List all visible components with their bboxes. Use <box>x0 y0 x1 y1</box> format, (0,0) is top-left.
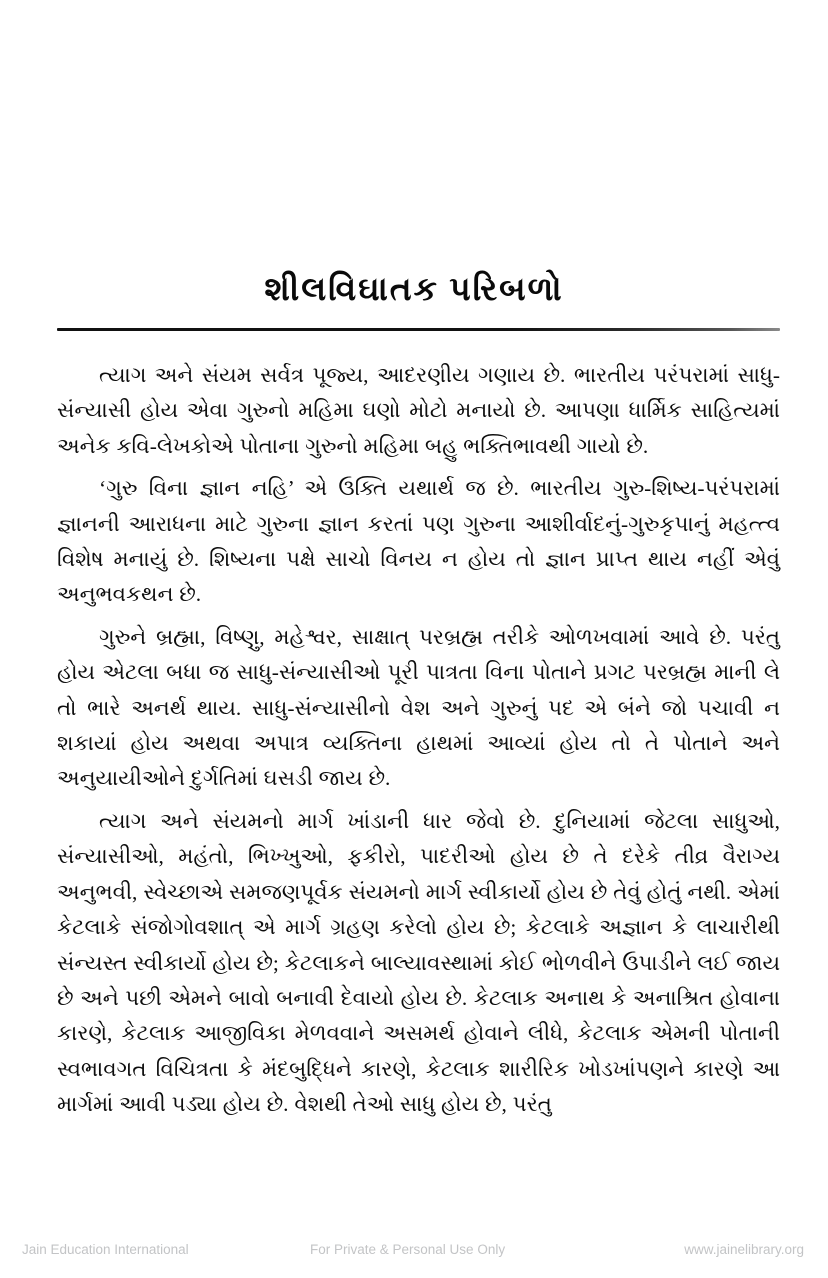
footer-organization-text: Jain Education International <box>22 1241 189 1257</box>
paragraph: ‘ગુરુ વિના જ્ઞાન નહિ’ એ ઉક્તિ યથાર્થ જ છે. ભારતીય ગુરુ-શિષ્ય-પરંપરામાં જ્ઞાનની આરાધના માટે ગુરુના જ્ઞાન કરતાં પણ ગુરુના આશીર્વાદનું-ગુરુકૃપાનું મહત્ત્વ વિશેષ મનાયું છે. શિષ્યના પક્ષે સાચો વિનય ન હોય તો જ્ઞાન પ્રાપ્ત થાય નહીં એવું અનુભવકથન છે. <box>57 476 780 607</box>
paragraph: ત્યાગ અને સંયમનો માર્ગ ખાંડાની ધાર જેવો છે. દુનિયામાં જેટલા સાધુઓ, સંન્યાસીઓ, મહંતો, ભિખ્ખુઓ, ફકીરો, પાદરીઓ હોય છે તે દરેકે તીવ્ર વૈરાગ્ય અનુભવી, સ્વેચ્છાએ સમજણપૂર્વક સંયમનો માર્ગ સ્વીકાર્યો હોય છે તેવું હોતું નથી. એમાં કેટલાકે સંજોગોવશાત્ એ માર્ગ ગ્રહણ કરેલો હોય છે; કેટલાકે અજ્ઞાન કે લાચારીથી સંન્યસ્ત સ્વીકાર્યો હોય છે; કેટલાકને બાલ્યાવસ્થામાં કોઈ ભોળવીને ઉપાડીને લઈ જાય છે અને પછી એમને બાવો બનાવી દેવાયો હોય છે. કેટલાક અનાથ કે અનાશ્રિત હોવાના કારણે, કેટલાક આજીવિકા મેળવવાને અસમર્થ હોવાને લીધે, કેટલાક એમની પોતાની સ્વભાવગત વિચિત્રતા કે મંદબુદ્ધિને કારણે, કેટલાક શારીરિક ખોડખાંપણને કારણે આ માર્ગમાં આવી પડ્યા હોય છે. વેશથી તેઓ સાધુ હોય છે, પરંતુ <box>57 808 780 1117</box>
title-block <box>0 272 828 310</box>
body-text-column <box>57 358 780 1123</box>
footer-website-url: www.jainelibrary.org <box>684 1241 804 1257</box>
paragraph: ગુરુને બ્રહ્મા, વિષ્ણુ, મહેશ્વર, સાક્ષાત્ પરબ્રહ્મ તરીકે ઓળખવામાં આવે છે. પરંતુ હોય એટલા બધા જ સાધુ-સંન્યાસીઓ પૂરી પાત્રતા વિના પોતાને પ્રગટ પરબ્રહ્મ માની લે તો ભારે અનર્થ થાય. સાધુ-સંન્યાસીનો વેશ અને ગુરુનું પદ એ બંને જો પચાવી ન શકાયાં હોય અથવા અપાત્ર વ્યક્તિના હાથમાં આવ્યાં હોય તો તે પોતાને અને અનુયાયીઓને દુર્ગતિમાં ઘસડી જાય છે. <box>57 624 780 791</box>
paragraph: ત્યાગ અને સંયમ સર્વત્ર પૂજ્ય, આદરણીય ગણાય છે. ભારતીય પરંપરામાં સાધુ-સંન્યાસી હોય એવા ગુરુનો મહિમા ઘણો મોટો મનાયો છે. આપણા ધાર્મિક સાહિત્યમાં અનેક કવિ-લેખકોએ પોતાના ગુરુનો મહિમા બહુ ભક્તિભાવથી ગાયો છે. <box>57 363 780 458</box>
title-divider-rule <box>57 328 780 331</box>
page-title: શીલવિઘાતક પરિબળો <box>264 272 564 308</box>
page-footer <box>0 1238 828 1260</box>
footer-usage-notice-text: For Private & Personal Use Only <box>310 1241 506 1257</box>
